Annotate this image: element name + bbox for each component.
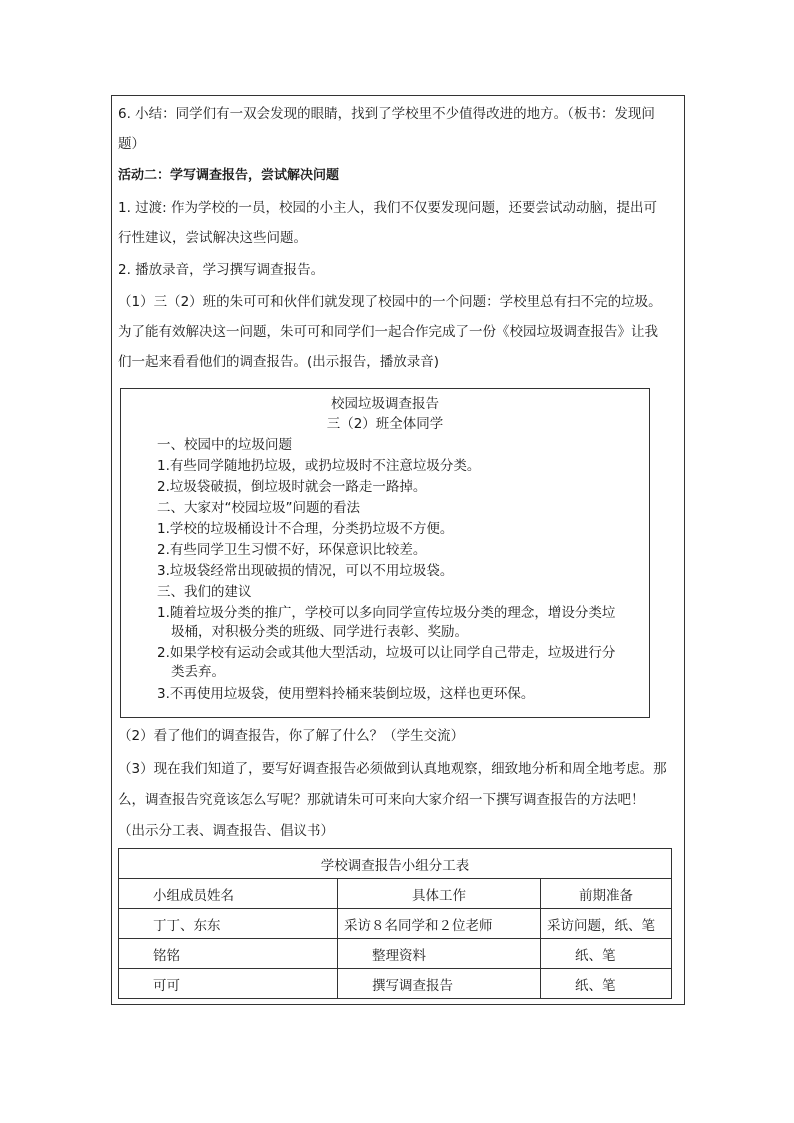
division-table-title: 学校调查报告小组分工表	[119, 849, 672, 879]
table-row	[119, 969, 672, 999]
report-section-2-item-2: 2.有些同学卫生习惯不好，环保意识比较差。	[157, 542, 427, 558]
activity-2-heading: 活动二：学写调查报告，尝试解决问题	[118, 168, 340, 183]
report-section-1-item-1: 1.有些同学随地扔垃圾，或扔垃圾时不注意垃圾分类。	[157, 458, 481, 474]
story-line-2: 为了能有效解决这一问题，朱可可和同学们一起合作完成了一份《校园垃圾调查报告》让我	[118, 324, 658, 340]
story-line-1: （1）三（2）班的朱可可和伙伴们就发现了校园中的一个问题：学校里总有扫不完的垃圾。	[118, 294, 662, 310]
report-section-2-item-3: 3.垃圾袋经常出现破损的情况，可以不用垃圾袋。	[157, 563, 454, 579]
report-section-2-heading: 二、大家对“校园垃圾”问题的看法	[157, 500, 360, 516]
summary-line-2: 题）	[118, 136, 145, 152]
table-cell: 纸、笔	[541, 939, 672, 969]
question-3-line-3: （出示分工表、调查报告、倡议书）	[118, 823, 334, 839]
report-section-1-item-2: 2.垃圾袋破损，倒垃圾时就会一路走一路掉。	[157, 479, 427, 495]
report-section-3-item-1-line-2: 圾桶，对积极分类的班级、同学进行表彰、奖励。	[171, 624, 468, 640]
report-section-3-heading: 三、我们的建议	[157, 584, 252, 600]
table-row	[119, 939, 672, 969]
question-2: （2）看了他们的调查报告，你了解了什么？（学生交流）	[118, 728, 465, 744]
transition-line-1: 1. 过渡: 作为学校的一员，校园的小主人，我们不仅要发现问题，还要尝试动动脑，提出可	[118, 200, 658, 216]
question-3-line-2: 么，调查报告究竟该怎么写呢？那就请朱可可来向大家介绍一下撰写调查报告的方法吧！	[118, 792, 645, 808]
table-row	[119, 909, 672, 939]
table-cell: 铭铭	[119, 939, 338, 969]
report-section-1-heading: 一、校园中的垃圾问题	[157, 437, 292, 453]
table-cell: 可可	[119, 969, 338, 999]
report-section-2-item-1: 1.学校的垃圾桶设计不合理，分类扔垃圾不方便。	[157, 521, 454, 537]
report-section-3-item-2-line-2: 类丢弃。	[171, 664, 225, 680]
table-cell: 整理资料	[338, 939, 541, 969]
question-3-line-1: （3）现在我们知道了，要写好调查报告必须做到认真地观察，细致地分析和周全地考虑。那	[118, 761, 667, 777]
report-title: 校园垃圾调查报告	[331, 396, 439, 412]
story-line-3: 们一起来看看他们的调查报告。(出示报告，播放录音)	[118, 354, 440, 370]
header-preparation: 前期准备	[541, 879, 672, 909]
garbage-survey-report-box	[120, 388, 650, 718]
report-section-3-item-2-line-1: 2.如果学校有运动会或其他大型活动，垃圾可以让同学自己带走，垃圾进行分	[157, 645, 616, 661]
table-cell: 撰写调查报告	[338, 969, 541, 999]
table-cell: 采访问题，纸、笔	[541, 909, 672, 939]
report-subtitle: 三（2）班全体同学	[326, 416, 444, 432]
report-section-3-item-3: 3.不再使用垃圾袋，使用塑料拎桶来装倒垃圾，这样也更环保。	[157, 686, 535, 702]
table-cell: 纸、笔	[541, 969, 672, 999]
audio-line: 2. 播放录音，学习撰写调查报告。	[118, 262, 325, 278]
table-cell: 采访８名同学和２位老师	[338, 909, 541, 939]
report-section-3-item-1-line-1: 1.随着垃圾分类的推广，学校可以多向同学宣传垃圾分类的理念，增设分类垃	[157, 605, 616, 621]
transition-line-2: 行性建议，尝试解决这些问题。	[118, 230, 307, 246]
header-specific-work: 具体工作	[338, 879, 541, 909]
header-member-name: 小组成员姓名	[119, 879, 338, 909]
group-division-table	[118, 848, 672, 999]
summary-line-1: 6. 小结：同学们有一双会发现的眼睛，找到了学校里不少值得改进的地方。（板书：发现问	[118, 106, 655, 122]
table-cell: 丁丁、东东	[119, 909, 338, 939]
lesson-plan-frame	[111, 95, 685, 1005]
